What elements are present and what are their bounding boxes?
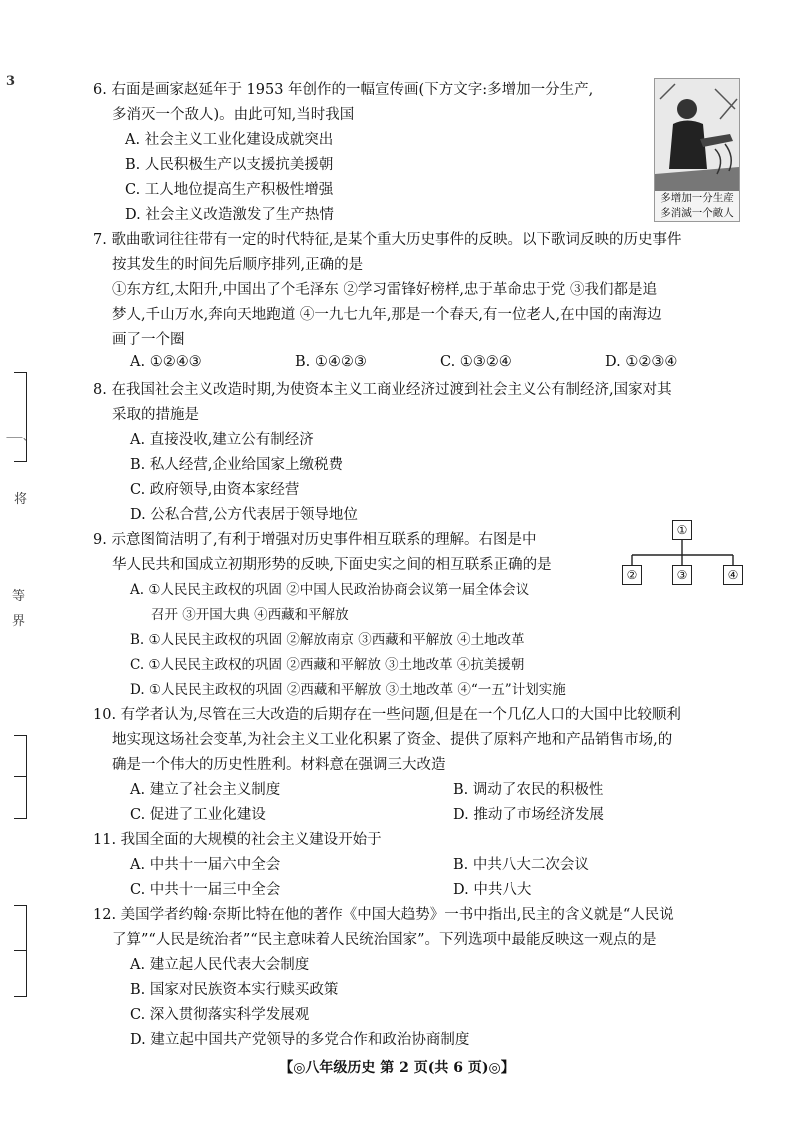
q11-option-d: D. 中共八大 [453, 882, 532, 898]
q8-option-b: B. 私人经营,企业给国家上缴税费 [130, 457, 343, 473]
margin-divider [14, 776, 26, 777]
q9-stem-line1: 9. 示意图简洁明了,有利于增强对历史事件相互联系的理解。右图是中 [93, 532, 537, 548]
q8-option-c: C. 政府领导,由资本家经营 [130, 482, 300, 498]
corner-mark: 3 [6, 74, 16, 89]
q7-stem-line5: 画了一个圈 [112, 332, 185, 348]
poster-caption-line2: 多消滅一个敵人 [660, 207, 734, 219]
q6-option-d: D. 社会主义改造激发了生产热情 [125, 207, 334, 223]
q10-option-a: A. 建立了社会主义制度 [130, 782, 281, 798]
q7-option-b: B. ①④②③ [295, 354, 367, 370]
q10-stem-line1: 10. 有学者认为,尽管在三大改造的后期存在一些问题,但是在一个几亿人口的大国中比较顺利 [93, 707, 681, 723]
relationship-diagram [620, 518, 750, 588]
q8-option-a: A. 直接没收,建立公有制经济 [130, 432, 314, 448]
poster-caption-line1: 多增加一分生産 [660, 192, 734, 204]
q9-option-d: D. ①人民民主政权的巩固 ②西藏和平解放 ③土地改革 ④“一五”计划实施 [130, 682, 566, 698]
q8-option-d: D. 公私合营,公方代表居于领导地位 [130, 507, 358, 523]
q12-option-c: C. 深入贯彻落实科学发展观 [130, 1007, 310, 1023]
q10-stem-line2: 地实现这场社会变革,为社会主义工业化积累了资金、提供了原料产地和产品销售市场,的 [112, 732, 673, 748]
q9-option-a-line1: A. ①人民民主政权的巩固 ②中国人民政治协商会议第一届全体会议 [130, 582, 530, 598]
q11-stem: 11. 我国全面的大规模的社会主义建设开始于 [93, 832, 382, 848]
q10-option-d: D. 推动了市场经济发展 [453, 807, 604, 823]
q9-stem-line2: 华人民共和国成立初期形势的反映,下面史实之间的相互联系正确的是 [112, 557, 552, 573]
margin-text-deng: 等 [12, 589, 26, 604]
worker-figure-illustration [655, 79, 739, 191]
margin-bracket [14, 905, 27, 997]
q6-option-a: A. 社会主义工业化建设成就突出 [125, 132, 334, 148]
q7-stem-line2: 按其发生的时间先后顺序排列,正确的是 [112, 257, 364, 273]
q12-option-d: D. 建立起中国共产党领导的多党合作和政治协商制度 [130, 1032, 470, 1048]
q9-option-c: C. ①人民民主政权的巩固 ②西藏和平解放 ③土地改革 ④抗美援朝 [130, 657, 525, 673]
q6-option-b: B. 人民积极生产以支援抗美援朝 [125, 157, 334, 173]
margin-text-jiang: 将 [14, 492, 28, 507]
q11-option-c: C. 中共十一届三中全会 [130, 882, 281, 898]
q10-stem-line3: 确是一个伟大的历史性胜利。材料意在强调三大改造 [112, 757, 446, 773]
q7-stem-line3: ①东方红,太阳升,中国出了个毛泽东 ②学习雷锋好榜样,忠于革命忠于党 ③我们都是追 [112, 282, 658, 298]
q7-option-d: D. ①②③④ [605, 354, 678, 370]
q12-option-a: A. 建立起人民代表大会制度 [130, 957, 310, 973]
q7-option-c: C. ①③②④ [440, 354, 512, 370]
margin-bracket [14, 372, 27, 462]
page-footer: 【◎八年级历史 第 2 页(共 6 页)◎】 [279, 1060, 515, 1076]
q11-option-a: A. 中共十一届六中全会 [130, 857, 281, 873]
q9-option-b: B. ①人民民主政权的巩固 ②解放南京 ③西藏和平解放 ④土地改革 [130, 632, 525, 648]
q12-stem-line2: 了算”“人民是统治者”“民主意味着人民统治国家”。下列选项中最能反映这一观点的是 [112, 932, 657, 948]
q8-stem-line2: 采取的措施是 [112, 407, 199, 423]
q8-stem-line1: 8. 在我国社会主义改造时期,为使资本主义工商业经济过渡到社会主义公有制经济,国家对其 [93, 382, 672, 398]
margin-text-jie: 界 [12, 614, 26, 629]
diagram-node-2: ② [622, 565, 642, 585]
diagram-node-4: ④ [723, 565, 743, 585]
q6-option-c: C. 工人地位提高生产积极性增强 [125, 182, 334, 198]
margin-text: ⸺、 [6, 432, 33, 443]
q6-stem-line1: 6. 右面是画家赵延年于 1953 年创作的一幅宣传画(下方文字:多增加一分生产, [93, 82, 594, 98]
q7-option-a: A. ①②④③ [130, 354, 202, 370]
q6-stem-line2: 多消灭一个敌人)。由此可知,当时我国 [112, 107, 355, 123]
q11-option-b: B. 中共八大二次会议 [453, 857, 589, 873]
q7-stem-line1: 7. 歌曲歌词往往带有一定的时代特征,是某个重大历史事件的反映。以下歌词反映的历史事件 [93, 232, 682, 248]
q12-stem-line1: 12. 美国学者约翰·奈斯比特在他的著作《中国大趋势》一书中指出,民主的含义就是“人民说 [93, 907, 674, 923]
q9-option-a-line2: 召开 ③开国大典 ④西藏和平解放 [151, 607, 349, 623]
diagram-node-3: ③ [672, 565, 692, 585]
q7-stem-line4: 梦人,千山万水,奔向天地跑道 ④一九七九年,那是一个春天,有一位老人,在中国的南海边 [112, 307, 662, 323]
diagram-node-1: ① [672, 520, 692, 540]
margin-divider [14, 950, 26, 951]
margin-bracket [14, 735, 27, 819]
q12-option-b: B. 国家对民族资本实行赎买政策 [130, 982, 339, 998]
q10-option-b: B. 调动了农民的积极性 [453, 782, 604, 798]
q10-option-c: C. 促进了工业化建设 [130, 807, 266, 823]
